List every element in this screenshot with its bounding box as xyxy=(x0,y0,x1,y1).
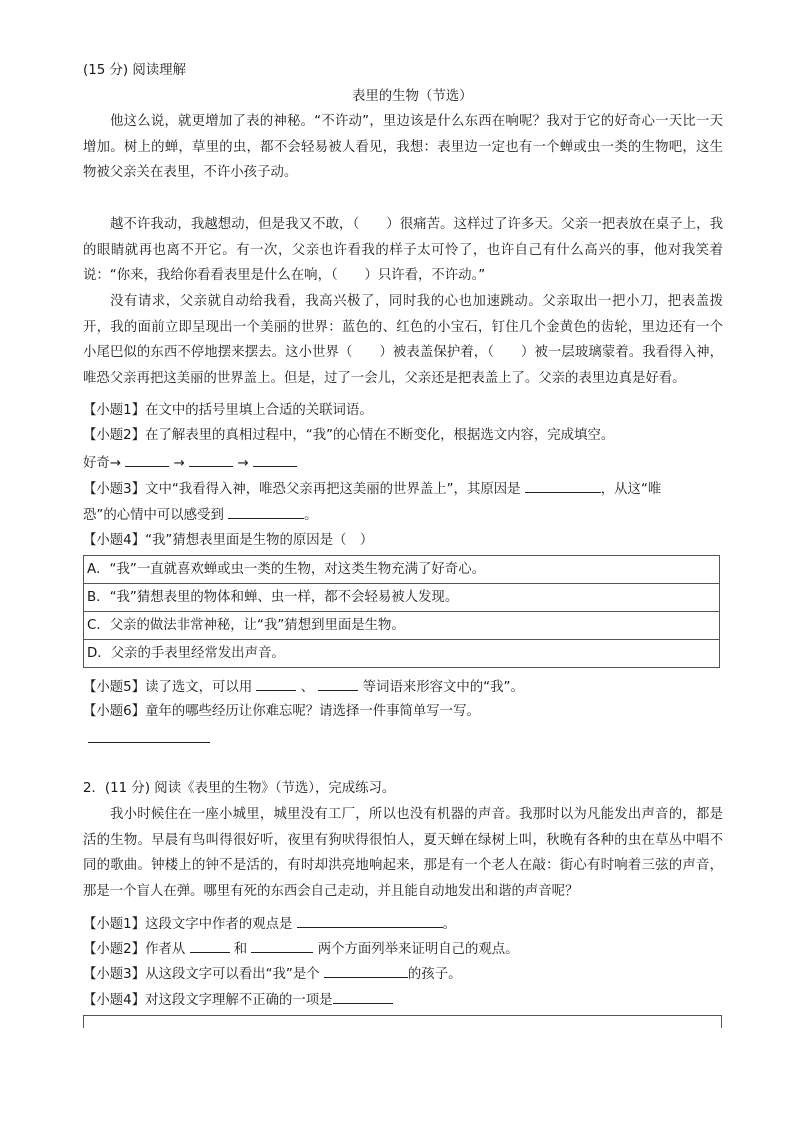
passage-paragraph-4: 我小时候住在一座小城里，城里没有工厂，所以也没有机器的声音。我那时以为凡能发出声音的，都是活的生物。早晨有鸟叫得很好听，夜里有狗吠得很怕人，夏天蝉在绿树上叫，秋晚有各种的虫在草丛中唱不同的歌曲。钟楼上的钟不是活的，有时却洪亮地响起来，那是有一个老人在敲：街心有时响着三弦的声音，那是一个盲人在弹。哪里有死的东西会自己走动，并且能自动地发出和谐的声音呢？ xyxy=(83,807,723,899)
answer-blank[interactable] xyxy=(251,939,313,953)
arrow-icon: → xyxy=(237,456,249,471)
answer-blank[interactable] xyxy=(189,453,233,467)
question-2-2-mid: 和 xyxy=(233,942,248,957)
question-2-3 xyxy=(83,964,461,984)
option-d[interactable]: D．父亲的手表里经常发出声音。 xyxy=(84,640,720,668)
question-2-2-end: 两个方面列举来证明自己的观点。 xyxy=(317,942,519,957)
passage-paragraph-3: 没有请求，父亲就自动给我看，我高兴极了，同时我的心也加速跳动。父亲取出一把小刀，把表盖拨开，我的面前立即呈现出一个美丽的世界：蓝色的、红色的小宝石，钉住几个金黄色的齿轮，里边还有一个小尾巴似的东西不停地摆来摆去。这小世界（ ）被表盖保护着，（ ）被一层玻璃蒙着。我看得入神，唯恐父亲再把这美丽的世界盖上。但是，过了一会儿，父亲还是把表盖上了。父亲的表里边真是好看。 xyxy=(83,294,723,386)
answer-blank[interactable] xyxy=(318,677,358,691)
option-b[interactable]: B．“我”猜想表里的物体和蝉、虫一样，都不会轻易被人发现。 xyxy=(84,584,720,612)
question-2-4-text: 【小题4】对这段文字理解不正确的一项是 xyxy=(83,993,333,1008)
question-2-1-end: 。 xyxy=(442,917,457,932)
question-2-3-end: 的孩子。 xyxy=(407,967,462,982)
answer-blank[interactable] xyxy=(125,453,169,467)
question-4: 【小题4】“我”猜想表里面是生物的原因是（ ） xyxy=(83,533,374,548)
question-3-line-2 xyxy=(83,505,318,525)
question-3-line-1 xyxy=(83,479,661,499)
answer-blank[interactable] xyxy=(297,914,443,928)
mood-chain xyxy=(83,453,297,473)
question-3-end: 。 xyxy=(304,508,318,523)
question-5-text: 【小题5】读了选文，可以用 xyxy=(83,680,253,695)
question-3-text-cont: ，从这“唯 xyxy=(600,482,662,497)
question-6: 【小题6】童年的哪些经历让你难忘呢？请选择一件事简单写一写。 xyxy=(83,704,480,719)
option-c[interactable]: C．父亲的做法非常神秘，让“我”猜想到里面是生物。 xyxy=(84,612,720,640)
question-5 xyxy=(83,677,524,697)
question-5-sep: 、 xyxy=(300,680,315,695)
mood-chain-start: 好奇→ xyxy=(83,456,122,471)
question-2-4 xyxy=(83,990,393,1010)
arrow-icon: → xyxy=(173,456,185,471)
question-3-text: 【小题3】文中“我看得入神，唯恐父亲再把这美丽的世界盖上”，其原因是 xyxy=(83,482,521,497)
question-2: 【小题2】在了解表里的真相过程中，“我”的心情在不断变化，根据选文内容，完成填空。 xyxy=(83,428,615,443)
answer-blank[interactable] xyxy=(256,677,296,691)
answer-blank[interactable] xyxy=(190,939,230,953)
answer-line[interactable] xyxy=(88,742,210,743)
question-3-text-2: 恐”的心情中可以感受到 xyxy=(83,508,224,523)
question-5-end: 等词语来形容文中的“我”。 xyxy=(362,680,524,695)
question-header: (15 分) 阅读理解 xyxy=(83,63,186,78)
question-2-3-text: 【小题3】从这段文字可以看出“我”是个 xyxy=(83,967,320,982)
question-2-2 xyxy=(83,939,519,959)
answer-blank[interactable] xyxy=(228,505,304,519)
answer-blank[interactable] xyxy=(324,964,408,978)
question-2-2-text: 【小题2】作者从 xyxy=(83,942,186,957)
question-1: 【小题1】在文中的括号里填上合适的关联词语。 xyxy=(83,403,373,418)
question-header-2: 2．(11 分) 阅读《表里的生物》（节选），完成练习。 xyxy=(83,781,396,796)
question-2-1 xyxy=(83,914,456,934)
passage-paragraph-1: 他这么说，就更增加了表的神秘。“不许动”，里边该是什么东西在响呢？我对于它的好奇心一天比一天增加。树上的蝉，草里的虫，都不会轻易被人看见，我想：表里边一定也有一个蝉或虫一类的生物吧，这生物被父亲关在表里，不许小孩子动。 xyxy=(83,114,723,181)
option-a[interactable]: A．“我”一直就喜欢蝉或虫一类的生物，对这类生物充满了好奇心。 xyxy=(84,556,720,584)
answer-blank[interactable] xyxy=(253,453,297,467)
options-table xyxy=(83,555,720,668)
passage-paragraph-2: 越不许我动，我越想动，但是我又不敢，（ ）很痛苦。这样过了许多天。父亲一把表放在桌子上，我的眼睛就再也离不开它。有一次，父亲也许看我的样子太可怜了，也许自己有什么高兴的事，他对我笑着说：“你来，我给你看看表里是什么在响，（ ）只许看，不许动。” xyxy=(83,217,723,284)
answer-blank[interactable] xyxy=(333,990,393,1004)
options-table-2-top xyxy=(83,1015,722,1028)
question-2-1-text: 【小题1】这段文字中作者的观点是 xyxy=(83,917,293,932)
answer-blank[interactable] xyxy=(525,479,601,493)
passage-title: 表里的生物（节选） xyxy=(352,89,473,104)
